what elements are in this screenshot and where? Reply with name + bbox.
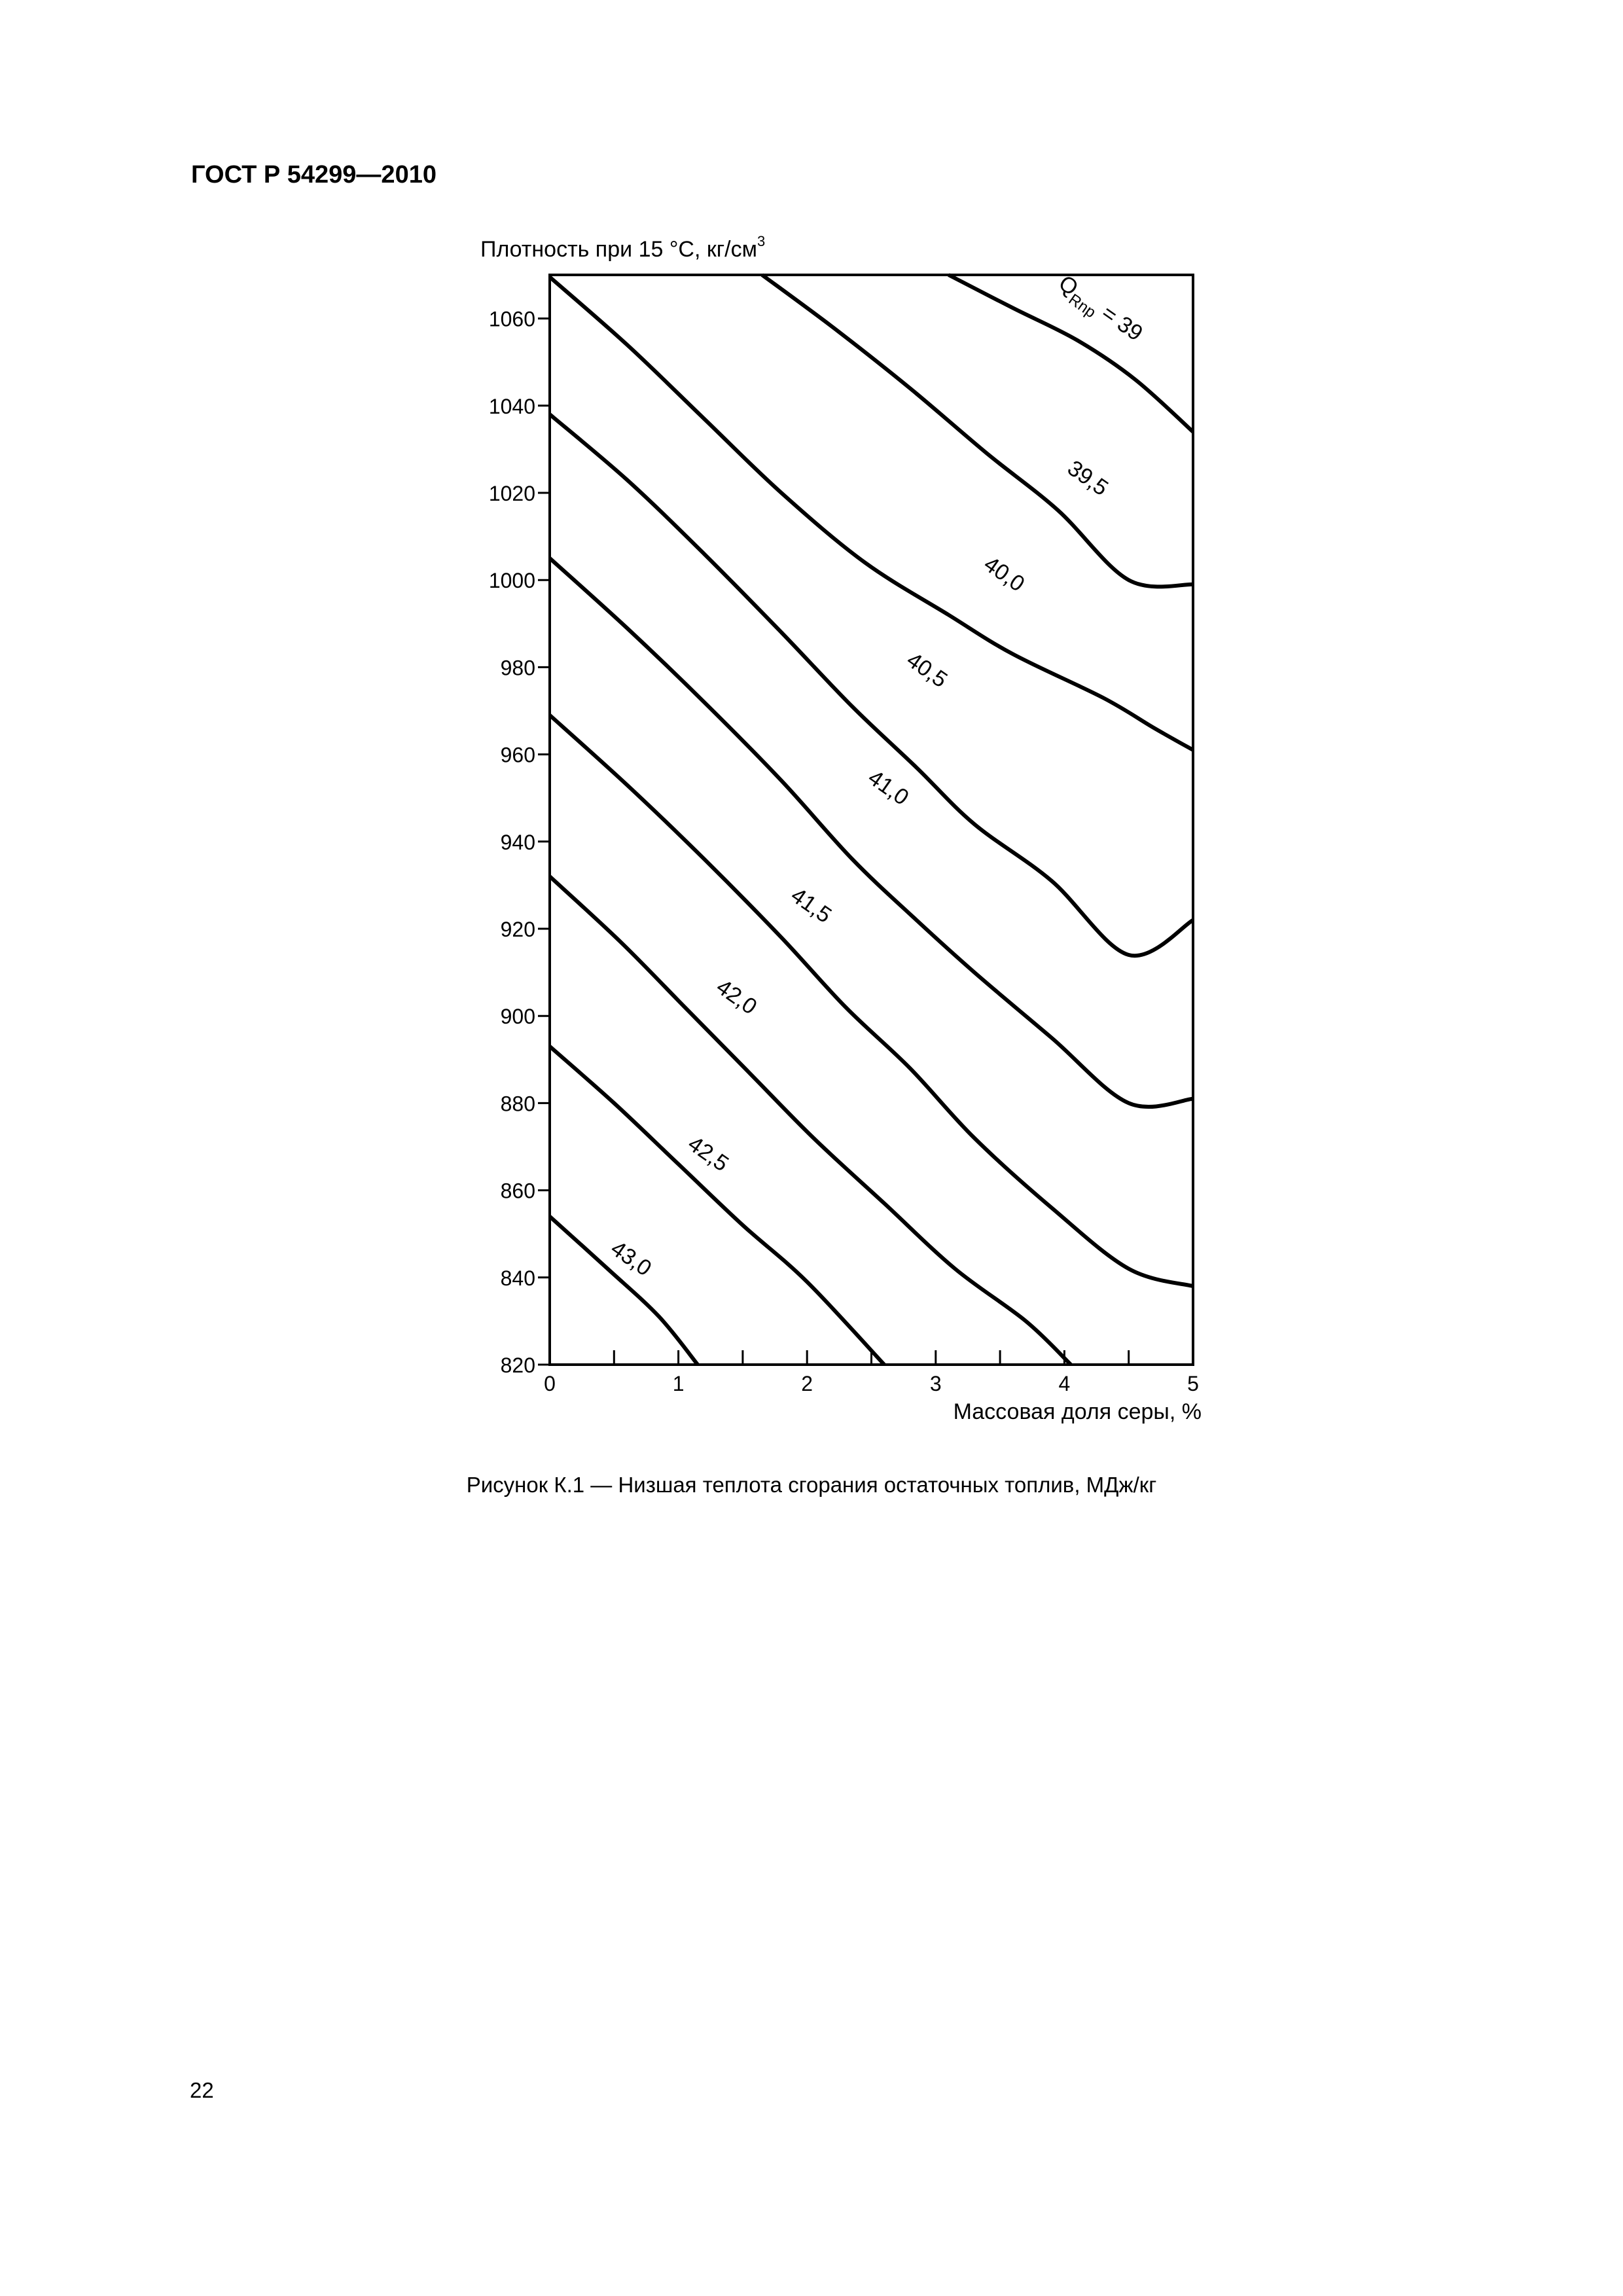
iso-label: $Q_{Rnp} = 39$ (1054, 270, 1147, 346)
x-tick-label: 0 (544, 1372, 556, 1395)
x-tick-label: 3 (929, 1372, 942, 1395)
x-tick-label: 1 (672, 1372, 685, 1395)
y-tick-label: 1020 (488, 482, 535, 505)
y-tick-label: 900 (500, 1005, 535, 1029)
y-tick-label: 940 (500, 830, 535, 854)
x-axis-ticks (544, 1350, 1199, 1395)
y-tick-label: 840 (500, 1266, 535, 1290)
x-tick-label: 5 (1187, 1372, 1199, 1395)
iso-line-40 (550, 277, 1193, 750)
y-tick-label: 880 (500, 1092, 535, 1116)
page-number: 22 (190, 2078, 214, 2102)
iso-line-42-5 (550, 1047, 884, 1365)
y-tick-label: 1040 (488, 394, 535, 418)
iso-label: 43,0 (606, 1236, 656, 1282)
x-tick-label: 2 (801, 1372, 813, 1395)
iso-line-42 (550, 876, 1071, 1365)
iso-line-41-5 (550, 715, 1193, 1286)
y-axis-label-text: Плотность при 15 °С, кг/см (480, 237, 757, 262)
y-tick-label: 1060 (488, 307, 535, 331)
y-tick-label: 980 (500, 656, 535, 680)
iso-label: 42,0 (711, 974, 762, 1020)
iso-lines (550, 275, 1193, 1365)
x-axis-label: Массовая доля серы, % (953, 1399, 1202, 1424)
y-tick-label: 1000 (488, 569, 535, 593)
x-tick-label: 4 (1058, 1372, 1071, 1395)
figure-caption: Рисунок К.1 — Низшая теплота сгорания остаточных топлив, МДж/кг (466, 1473, 1157, 1497)
iso-label: 39,5 (1063, 456, 1113, 501)
iso-line-41 (550, 558, 1193, 1107)
iso-labels (606, 270, 1147, 1281)
iso-label: 40,0 (979, 551, 1029, 597)
document-header: ГОСТ Р 54299—2010 (191, 161, 437, 188)
y-axis-label (480, 233, 765, 262)
y-tick-label: 960 (500, 743, 535, 767)
y-axis-label-superscript: 3 (757, 233, 766, 249)
iso-label: 40,5 (902, 647, 952, 693)
y-tick-label: 860 (500, 1179, 535, 1203)
iso-label: 42,5 (683, 1131, 734, 1177)
y-tick-label: 920 (500, 918, 535, 941)
iso-label: 41,5 (786, 882, 836, 928)
plot-frame (550, 275, 1193, 1365)
y-tick-label: 820 (500, 1354, 535, 1377)
y-axis-ticks (489, 308, 550, 1377)
iso-label: 41,0 (863, 764, 914, 811)
